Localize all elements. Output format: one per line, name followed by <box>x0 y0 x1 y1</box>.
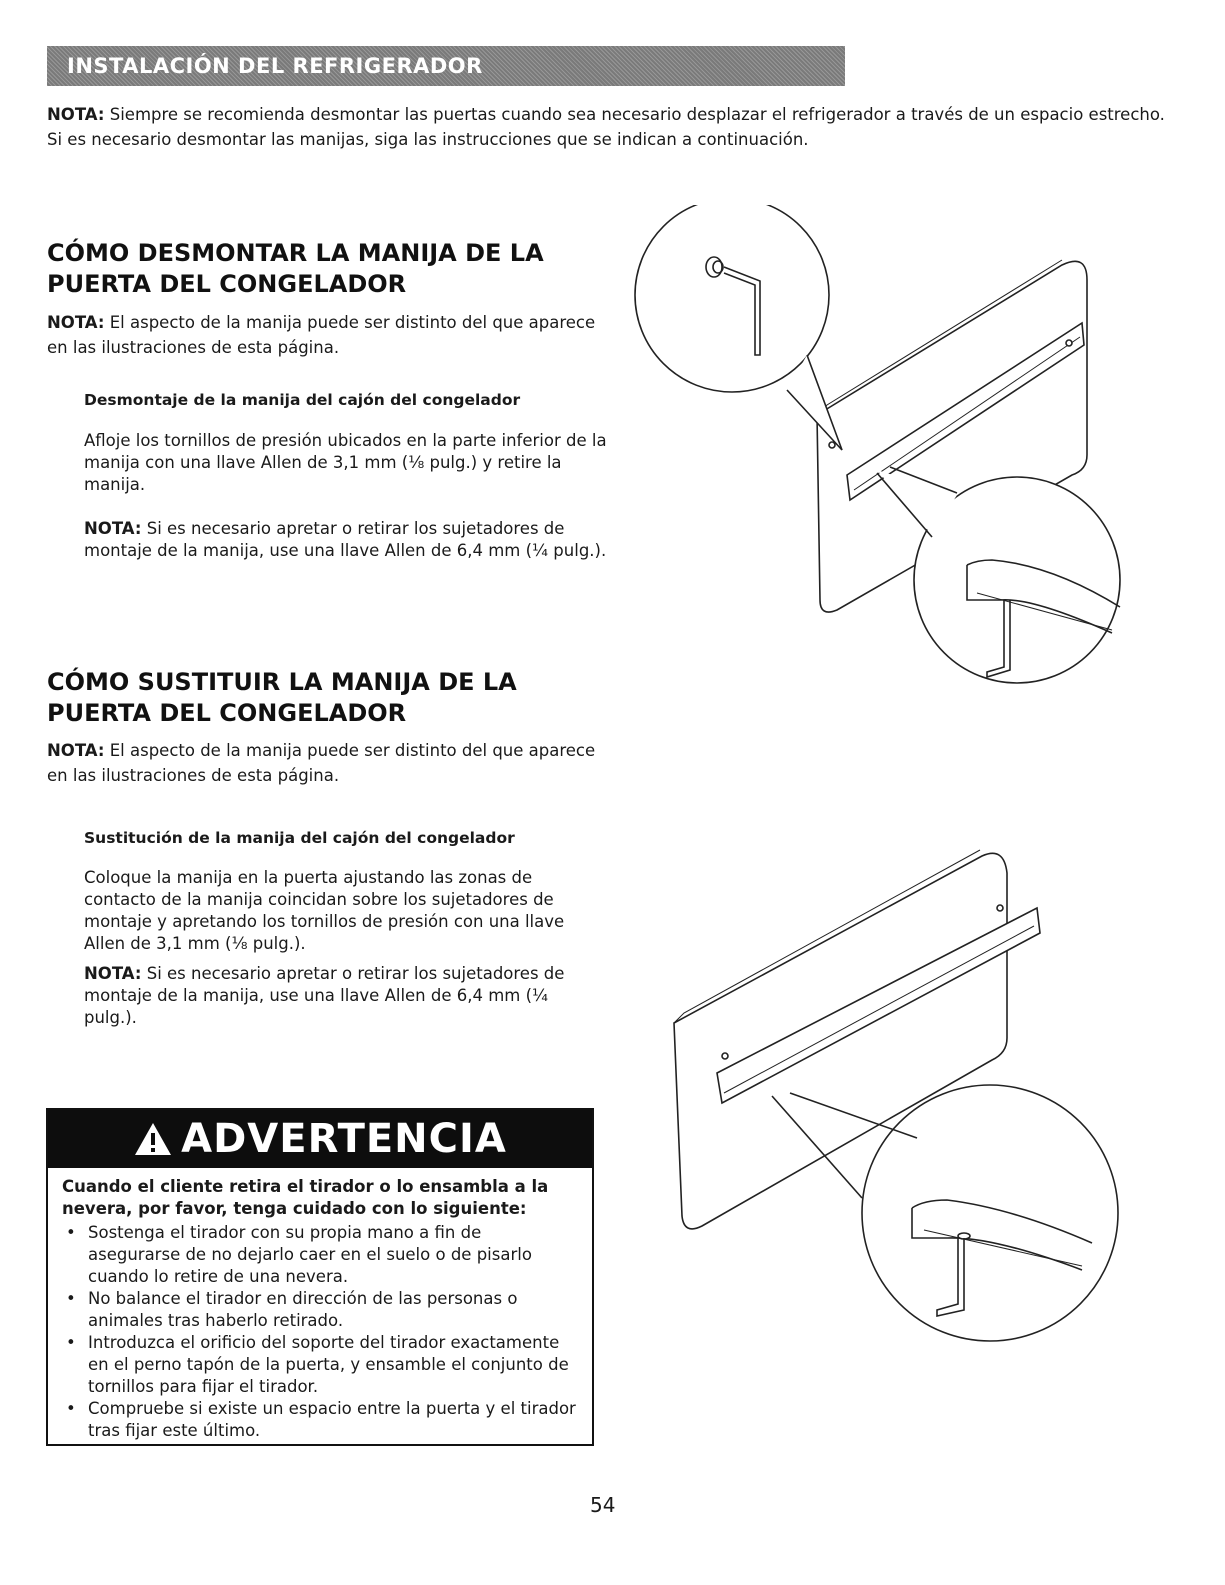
warning-title: ADVERTENCIA <box>181 1116 507 1162</box>
handle-replacement-illustration <box>662 838 1212 1343</box>
replace-section-note <box>47 738 607 788</box>
warning-triangle-icon <box>133 1121 173 1157</box>
replace-note2 <box>84 963 589 1029</box>
replace-note2-label: NOTA: <box>84 964 142 983</box>
warning-header <box>48 1110 592 1168</box>
warning-item: • Compruebe si existe un espacio entre la puerta y el tirador tras fijar este último. <box>62 1398 578 1442</box>
warning-item: • No balance el tirador en dirección de las personas o animales tras haberlo retirado. <box>62 1288 578 1332</box>
section-banner: INSTALACIÓN DEL REFRIGERADOR <box>47 46 845 86</box>
replace-note2-text: Si es necesario apretar o retirar los sujetadores de montaje de la manija, use una llave Allen de 6,4 mm (¼ pulg.). <box>84 964 565 1027</box>
warning-box <box>46 1108 594 1446</box>
remove-note-label: NOTA: <box>47 313 105 332</box>
replace-instruction: Coloque la manija en la puerta ajustando las zonas de contacto de la manija coincidan sobre los sujetadores de montaje y apretando los tornillos de presión con una llave Allen de 3,1 mm (⅛ pulg.). <box>84 868 565 953</box>
remove-section-title: CÓMO DESMONTAR LA MANIJA DE LA PUERTA DEL CONGELADOR <box>47 239 544 298</box>
warning-list <box>48 1222 592 1442</box>
warning-item: • Introduzca el orificio del soporte del tirador exactamente en el perno tapón de la puerta, y ensamble el conjunto de tornillos para fijar el tirador. <box>62 1332 578 1398</box>
remove-section-note <box>47 310 607 360</box>
page-number: 54 <box>590 1493 616 1517</box>
remove-instruction: Afloje los tornillos de presión ubicados en la parte inferior de la manija con una llave Allen de 3,1 mm (⅛ pulg.) y retire la manija. <box>84 431 607 494</box>
warning-item: • Sostenga el tirador con su propia mano a fin de asegurarse de no dejarlo caer en el suelo o de pisarlo cuando lo retire de una nevera. <box>62 1222 578 1288</box>
replace-subheading: Sustitución de la manija del cajón del congelador <box>84 829 515 847</box>
intro-note-text: Siempre se recomienda desmontar las puertas cuando sea necesario desplazar el refrigerador a través de un espacio estrecho. Si es necesario desmontar las manijas, siga las instrucciones que se indican a continuación. <box>47 105 1165 149</box>
remove-subheading: Desmontaje de la manija del cajón del congelador <box>84 391 521 409</box>
remove-note2-text: Si es necesario apretar o retirar los sujetadores de montaje de la manija, use una llave Allen de 6,4 mm (¼ pulg.). <box>84 519 607 560</box>
intro-note-label: NOTA: <box>47 105 105 124</box>
remove-note-text: El aspecto de la manija puede ser distinto del que aparece en las ilustraciones de esta página. <box>47 313 596 357</box>
intro-note <box>47 102 1177 152</box>
remove-note2 <box>84 518 614 562</box>
replace-note-label: NOTA: <box>47 741 105 760</box>
warning-lead: Cuando el cliente retira el tirador o lo ensambla a la nevera, por favor, tenga cuidado con lo siguiente: <box>62 1177 549 1218</box>
replace-note-text: El aspecto de la manija puede ser distinto del que aparece en las ilustraciones de esta página. <box>47 741 596 785</box>
replace-section-title: CÓMO SUSTITUIR LA MANIJA DE LA PUERTA DEL CONGELADOR <box>47 668 517 727</box>
handle-removal-illustration <box>632 205 1212 690</box>
remove-note2-label: NOTA: <box>84 519 142 538</box>
